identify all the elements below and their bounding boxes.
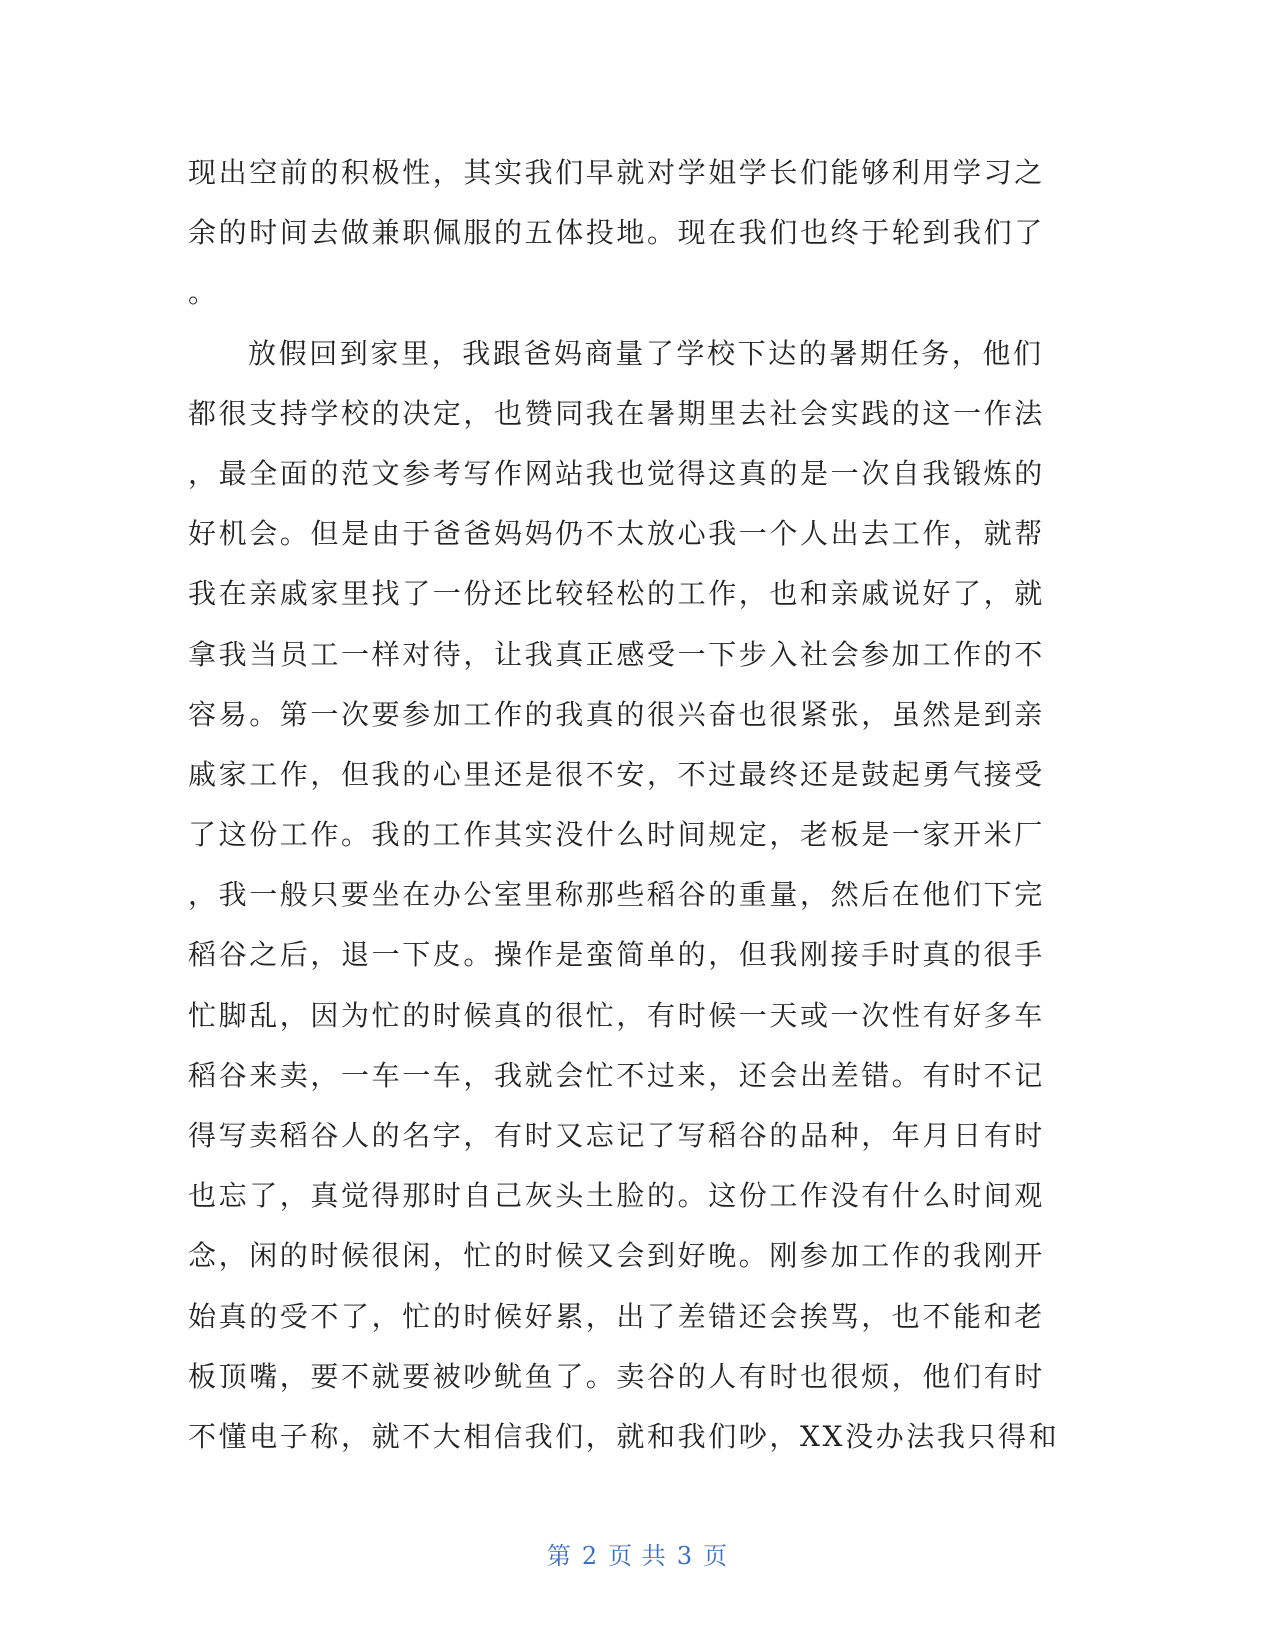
text-line: 戚家工作，但我的心里还是很不安，不过最终还是鼓起勇气接受 [188,757,1045,791]
text-line: 始真的受不了，忙的时候好累，出了差错还会挨骂，也不能和老 [188,1299,1045,1333]
text-line: 得写卖稻谷人的名字，有时又忘记了写稻谷的品种，年月日有时 [188,1119,1045,1152]
text-line: 也忘了，真觉得那时自己灰头土脸的。这份工作没有什么时间观 [188,1179,1045,1213]
text-line: 了这份工作。我的工作其实没什么时间规定，老板是一家开米厂 [188,818,1045,852]
text-line: ，我一般只要坐在办公室里称那些稻谷的重量，然后在他们下完 [188,878,1045,912]
text-line: ，最全面的范文参考写作网站我也觉得这真的是一次自我锻炼的 [188,456,1045,490]
text-line: 稻谷来卖，一车一车，我就会忙不过来，还会出差错。有时不记 [188,1058,1045,1092]
text-line: 不懂电子称，就不大相信我们，就和我们吵，XX没办法我只得和 [188,1419,1060,1453]
total-pages-number: 3 [676,1542,694,1570]
text-line: 忙脚乱，因为忙的时候真的很忙，有时候一天或一次性有好多车 [188,998,1045,1032]
text-line: 我在亲戚家里找了一份还比较轻松的工作，也和亲戚说好了，就 [188,577,1045,611]
text-line: 好机会。但是由于爸爸妈妈仍不太放心我一个人出去工作，就帮 [188,517,1045,551]
text-line: 。 [188,276,219,310]
text-line: 拿我当员工一样对待，让我真正感受一下步入社会参加工作的不 [188,637,1045,671]
text-line: 余的时间去做兼职佩服的五体投地。现在我们也终于轮到我们了 [188,216,1045,250]
text-line: 板顶嘴，要不就要被吵鱿鱼了。卖谷的人有时也很烦，他们有时 [188,1359,1045,1393]
footer-suffix: 页 [703,1542,729,1570]
paragraph-start-line: 放假回到家里，我跟爸妈商量了学校下达的暑期任务，他们 [248,336,1044,370]
text-line: 稻谷之后，退一下皮。操作是蛮简单的，但我刚接手时真的很手 [188,938,1045,972]
text-line: 容易。第一次要参加工作的我真的很兴奋也很紧张，虽然是到亲 [188,697,1045,731]
text-line: 念，闲的时候很闲，忙的时候又会到好晚。刚参加工作的我刚开 [188,1239,1045,1273]
document-body [188,143,1068,1467]
page-footer [0,1536,1275,1571]
footer-middle: 页 共 [608,1542,667,1570]
text-line: 现出空前的积极性，其实我们早就对学姐学长们能够利用学习之 [188,156,1045,189]
text-line: 都很支持学校的决定，也赞同我在暑期里去社会实践的这一作法 [188,396,1045,430]
footer-prefix: 第 [546,1542,572,1570]
current-page-number: 2 [581,1542,599,1570]
